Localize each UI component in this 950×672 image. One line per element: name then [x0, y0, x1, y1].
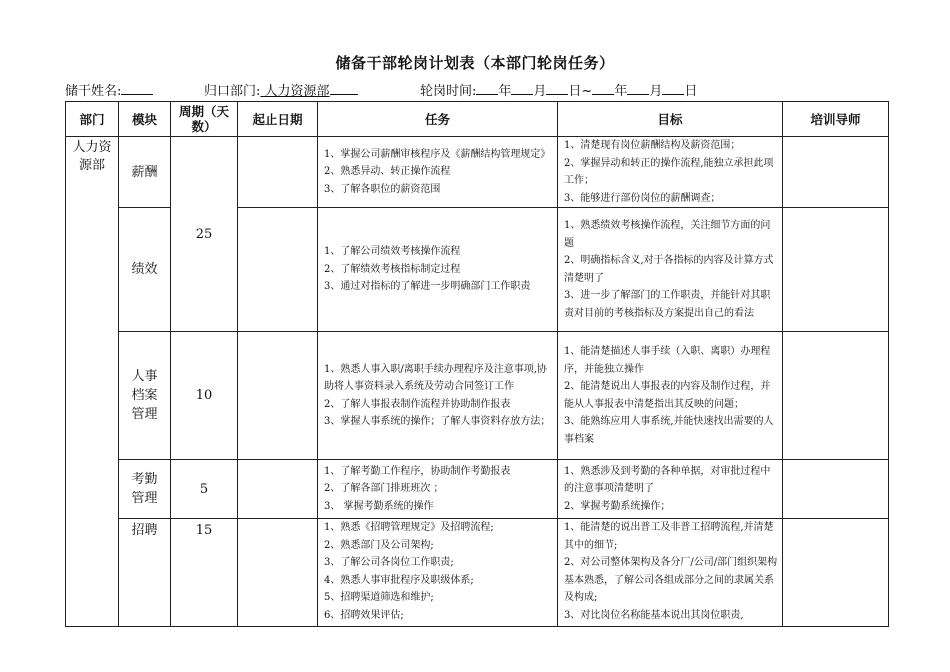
dates-cell: [238, 460, 318, 519]
mentor-cell: [783, 332, 889, 460]
module-cell: 绩效: [119, 208, 171, 332]
department-cell: 人力资源部: [66, 137, 119, 627]
goal-cell: 1、能清楚的说出普工及非普工招聘流程,并清楚其中的细节; 2、对公司整体架构及各分厂/公司/部门组织架构基本熟悉，了解公司各组成部分之间的隶属关系及构成; 3、对比岗位名称能基本说出其岗位职责,: [558, 519, 783, 627]
rotation-plan-table: [65, 101, 889, 627]
table-row: [66, 332, 889, 460]
module-cell: 薪酬: [119, 137, 171, 208]
goal-cell: 1、清楚现有岗位薪酬结构及薪资范围； 2、掌握异动和转正的操作流程,能独立承担此项工作； 3、能够进行部份岗位的薪酬调查；: [558, 137, 783, 208]
header-period: 周期（天数）: [171, 102, 238, 137]
goal-cell: 1、熟悉涉及到考勤的各种单据，对审批过程中的注意事项清楚明了 2、掌握考勤系统操作；: [558, 460, 783, 519]
header-dept: 部门: [66, 102, 119, 137]
trainee-name-field: [65, 80, 153, 99]
header-module: 模块: [119, 102, 171, 137]
task-cell: 1、熟悉《招聘管理规定》及招聘流程; 2、熟悉部门及公司架构; 3、了解公司各岗位工作职责; 4、熟悉人事审批程序及职级体系; 5、招聘渠道筛选和维护; 6、招聘效果评估;: [318, 519, 558, 627]
goal-cell: 1、熟悉绩效考核操作流程，关注细节方面的问题 2、明确指标含义,对于各指标的内容及计算方式清楚明了 3、进一步了解部门的工作职责，并能针对其职责对目前的考核指标及方案提出自己的看法: [558, 208, 783, 332]
module-cell: 人事档案管理: [119, 332, 171, 460]
task-cell: 1、掌握公司薪酬审核程序及《薪酬结构管理规定》 2、熟悉异动、转正操作流程 3、了解各职位的薪资范围: [318, 137, 558, 208]
rotation-time-label: 轮岗时间:: [420, 84, 477, 99]
header-mentor: 培训导师: [783, 102, 889, 137]
department-value: 人力资源部: [264, 84, 330, 99]
rotation-time-field: 轮岗时间: 年 月 日~ 年 月 日: [420, 84, 698, 99]
department-label: 归口部门:: [204, 84, 261, 99]
header-dates: 起止日期: [238, 102, 318, 137]
task-cell: 1、了解公司绩效考核操作流程 2、了解绩效考核指标制定过程 3、通过对指标的了解进一步明确部门工作职责: [318, 208, 558, 332]
module-cell: 招聘: [119, 519, 171, 627]
page-title: 储备干部轮岗计划表（本部门轮岗任务）: [335, 54, 615, 72]
table-header-row: [66, 102, 889, 137]
table-row: [66, 519, 889, 627]
period-cell: 10: [171, 332, 238, 460]
task-cell: 1、了解考勤工作程序，协助制作考勤报表 2、了解各部门排班班次 ； 3、 掌握考勤系统的操作: [318, 460, 558, 519]
table-row: [66, 137, 889, 208]
trainee-name-blank: [121, 82, 153, 95]
table-row: [66, 460, 889, 519]
mentor-cell: [783, 208, 889, 332]
mentor-cell: [783, 137, 889, 208]
dates-cell: [238, 519, 318, 627]
module-cell: 考勤管理: [119, 460, 171, 519]
header-task: 任务: [318, 102, 558, 137]
dates-cell: [238, 332, 318, 460]
mentor-cell: [783, 519, 889, 627]
goal-cell: 1、能清楚描述人事手续（入职、离职）办理程序，并能独立操作 2、能清楚说出人事报表的内容及制作过程，并能从人事报表中清楚指出其反映的问题； 3、能熟练应用人事系统,并能快速找出需要的人事档案: [558, 332, 783, 460]
period-cell: 5: [171, 460, 238, 519]
dates-cell: [238, 208, 318, 332]
department-field: [204, 80, 358, 99]
header-goal: 目标: [558, 102, 783, 137]
period-cell: 15: [171, 519, 238, 627]
dates-cell: [238, 137, 318, 208]
period-cell: 25: [171, 137, 238, 332]
mentor-cell: [783, 460, 889, 519]
trainee-name-label: 储干姓名:: [65, 84, 122, 99]
task-cell: 1、熟悉人事入职/离职手续办理程序及注意事项,协助将人事资料录入系统及劳动合同签订工作 2、了解人事报表制作流程并协助制作报表 3、掌握人事系统的操作；了解人事资料存放方法；: [318, 332, 558, 460]
